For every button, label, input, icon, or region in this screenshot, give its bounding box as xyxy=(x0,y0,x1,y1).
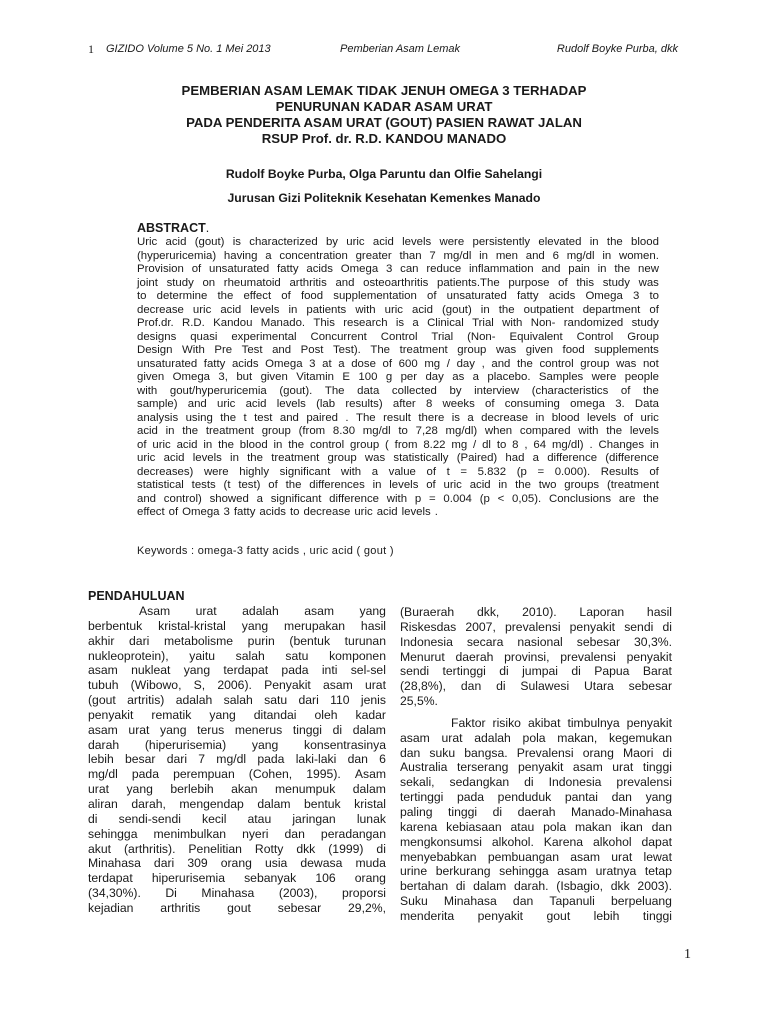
author-list: Rudolf Boyke Purba, Olga Paruntu dan Olfie Sahelangi xyxy=(225,167,543,181)
header-authors: Rudolf Boyke Purba, dkk xyxy=(556,43,678,55)
abstract-line: Design With Pre Test and Post Test). The treatment group was given food supplements xyxy=(137,344,659,356)
abstract-line: joint study on rheumatoid arthritis and osteoarthritis patients.The purpose of this study was xyxy=(137,276,659,289)
body-line: dan suku bangsa. Prevalensi orang Maori di xyxy=(400,745,672,760)
body-line: (gout artritis) adalah salah satu dari 110 jenis xyxy=(88,693,386,708)
body-line: lebih besar dari 7 mg/dl pada laki-laki dan 6 xyxy=(88,752,386,767)
body-line: tertinggi pada penduduk pantai dan yang xyxy=(400,790,672,805)
abstract-line: Prof.dr. R.D. Kandou Manado. This research is a Clinical Trial with Non- randomized study xyxy=(137,317,659,329)
body-line: sehingga menimbulkan nyeri dan peradangan xyxy=(88,826,386,841)
body-line: berbentuk kristal-kristal yang merupakan hasil xyxy=(88,618,386,633)
body-line: karena kebiasaan atau pola makan ikan dan xyxy=(400,819,672,834)
header-page-number: 1 xyxy=(88,42,94,56)
abstract-line: Uric acid (gout) is characterized by uric acid levels were persistently elevated in the blood xyxy=(137,236,659,248)
body-line: akhir dari metabolisme purin (bentuk turunan xyxy=(88,633,386,648)
body-line: mg/dl pada perempuan (Cohen, 1995). Asam xyxy=(88,767,386,782)
abstract-line: decreases) were highly significant with a value of t = 5.832 (p = 0.000). Results of xyxy=(137,465,659,478)
abstract-body xyxy=(137,236,659,520)
body-line: (Buraerah dkk, 2010). Laporan hasil xyxy=(400,605,672,619)
intro-paragraph-1-continued xyxy=(400,605,672,709)
abstract-line: unsaturated fatty acids Omega 3 at a dose of 600 mg / day , and the control group was not xyxy=(137,357,659,370)
body-line: Asam urat adalah asam yang xyxy=(139,604,386,618)
abstract-line: uric acid levels in the treatment group was statistically (Paired) had a difference (difference xyxy=(137,452,659,464)
body-line: sekali, sedangkan di Indonesia prevalensi xyxy=(400,775,672,790)
intro-paragraph-2 xyxy=(400,716,672,924)
abstract-line: statistical tests (t test) of the differences in levels of uric acid in the two groups (treatment xyxy=(137,479,659,491)
section-heading: PENDAHULUAN xyxy=(88,589,185,603)
abstract-heading-text: ABSTRACT xyxy=(137,221,206,235)
abstract-line: sample) and uric acid levels (lab results) after 8 weeks of consuming omega 3. Data xyxy=(137,398,659,410)
abstract-line: acid in the treatment group (from 8.30 mg/dl to 7,28 mg/dl) when compared with the levels xyxy=(137,425,659,437)
body-line: bertahan di dalam darah. (Isbagio, dkk 2003). xyxy=(400,879,672,894)
title-line: PEMBERIAN ASAM LEMAK TIDAK JENUH OMEGA 3 TERHADAP xyxy=(181,83,587,98)
page-number: 1 xyxy=(684,947,691,962)
body-line: nukleoprotein), yaitu salah satu komponen xyxy=(88,648,386,663)
abstract-line: given Omega 3, but given Vitamin E 100 g per day as a placebo. Samples were people xyxy=(137,371,659,383)
keywords: Keywords : omega-3 fatty acids , uric acid ( gout ) xyxy=(137,545,394,557)
body-line: menderita penyakit gout lebih tinggi xyxy=(400,908,672,923)
abstract-heading: ABSTRACT. xyxy=(137,221,210,235)
paragraph-gap xyxy=(400,709,672,716)
body-line: (34,30%). Di Minahasa (2003), proporsi xyxy=(88,886,386,901)
body-line: asam urat yang terus menerus tinggi di dalam xyxy=(88,722,386,737)
intro-paragraph-1 xyxy=(88,604,386,916)
title-line: PADA PENDERITA ASAM URAT (GOUT) PASIEN RAWAT JALAN xyxy=(186,115,582,130)
abstract-line: Provision of unsaturated fatty acids Omega 3 can reduce inflammation and pain in the new xyxy=(137,263,659,275)
body-column-right xyxy=(400,605,672,924)
abstract-line: with gout/hyperuricemia (gout). The data collected by interview (characteristics of the xyxy=(137,384,659,397)
affiliation: Jurusan Gizi Politeknik Kesehatan Kemenkes Manado xyxy=(227,191,541,205)
body-line: di sendi-sendi kecil atau jaringan lunak xyxy=(88,811,386,826)
body-line: sendi tertinggi di jumpai di Papua Barat xyxy=(400,664,672,679)
body-line: Suku Minahasa dan Tapanuli berpeluang xyxy=(400,894,672,909)
body-column-left xyxy=(88,589,386,916)
body-line: akut (arthritis). Penelitian Rotty dkk (1999) di xyxy=(88,841,386,856)
body-line: (28,8%), dan di Sulawesi Utara sebesar xyxy=(400,679,672,694)
body-line: asam nukleat yang terdapat pada inti sel-sel xyxy=(88,663,386,678)
body-line: Faktor risiko akibat timbulnya penyakit xyxy=(451,715,672,730)
body-line: urine berkurang sehingga asam uratnya tetap xyxy=(400,864,672,879)
paper-title xyxy=(100,83,668,147)
header-short-title: Pemberian Asam Lemak xyxy=(340,43,461,55)
body-line: Indonesia secara nasional sebesar 30,3%. xyxy=(400,634,672,649)
abstract-line: designs quasi experimental Concurrent Control Trial (Non- Equivalent Control Group xyxy=(137,330,659,343)
body-line: Riskesdas 2007, prevalensi penyakit sendi di xyxy=(400,619,672,634)
body-line: tubuh (Wibowo, S, 2006). Penyakit asam urat xyxy=(88,678,386,693)
abstract-line: to determine the effect of food supplementation of unsaturated fatty acids Omega 3 to xyxy=(137,290,659,302)
header-journal: GIZIDO Volume 5 No. 1 Mei 2013 xyxy=(106,43,271,55)
body-line: aliran darah, mengendap dalam bentuk kristal xyxy=(88,796,386,811)
body-line: mengkonsumsi alkohol. Karena alkohol dapat xyxy=(400,834,672,849)
abstract-line: and control) showed a significant difference with p = 0.004 (p < 0,05). Conclusions are the xyxy=(137,492,659,505)
abstract-line: decrease uric acid levels in patients with uric acid (gout) in the outpatient department of xyxy=(137,303,659,316)
body-line: urat yang berlebih akan menumpuk dalam xyxy=(88,782,386,797)
abstract-line: analysis using the t test and paired . The result there is a decrease in blood levels of uric xyxy=(137,411,659,424)
body-line: terdapat hiperurisemia sebanyak 106 orang xyxy=(88,871,386,886)
abstract-line: of uric acid in the blood in the control group ( from 8.22 mg / dl to 8 , 64 mg/dl) . Changes in xyxy=(137,438,659,451)
abstract-line: effect of Omega 3 fatty acids to decrease uric acid levels . xyxy=(137,506,438,518)
body-line: Australia terserang penyakit asam urat tinggi xyxy=(400,760,672,775)
title-line: RSUP Prof. dr. R.D. KANDOU MANADO xyxy=(261,131,507,146)
title-line: PENURUNAN KADAR ASAM URAT xyxy=(275,99,493,114)
running-header xyxy=(88,43,678,57)
body-line: darah (hiperurisemia) yang konsentrasinya xyxy=(88,737,386,752)
abstract-line: (hyperuricemia) having a concentration greater than 7 mg/dl in men and 6 mg/dl in women. xyxy=(137,249,659,262)
body-line: paling tinggi di daerah Manado-Minahasa xyxy=(400,804,672,819)
body-line: asam urat adalah pola makan, kegemukan xyxy=(400,730,672,745)
body-line: kejadian arthritis gout sebesar 29,2%, xyxy=(88,900,386,915)
body-line: 25,5%. xyxy=(400,694,438,709)
body-line: Menurut daerah provinsi, prevalensi penyakit xyxy=(400,649,672,664)
body-line: menyebabkan pembuangan asam urat lewat xyxy=(400,849,672,864)
body-line: penyakit rematik yang ditandai oleh kadar xyxy=(88,707,386,722)
body-line: Minahasa dari 309 orang usia dewasa muda xyxy=(88,856,386,871)
